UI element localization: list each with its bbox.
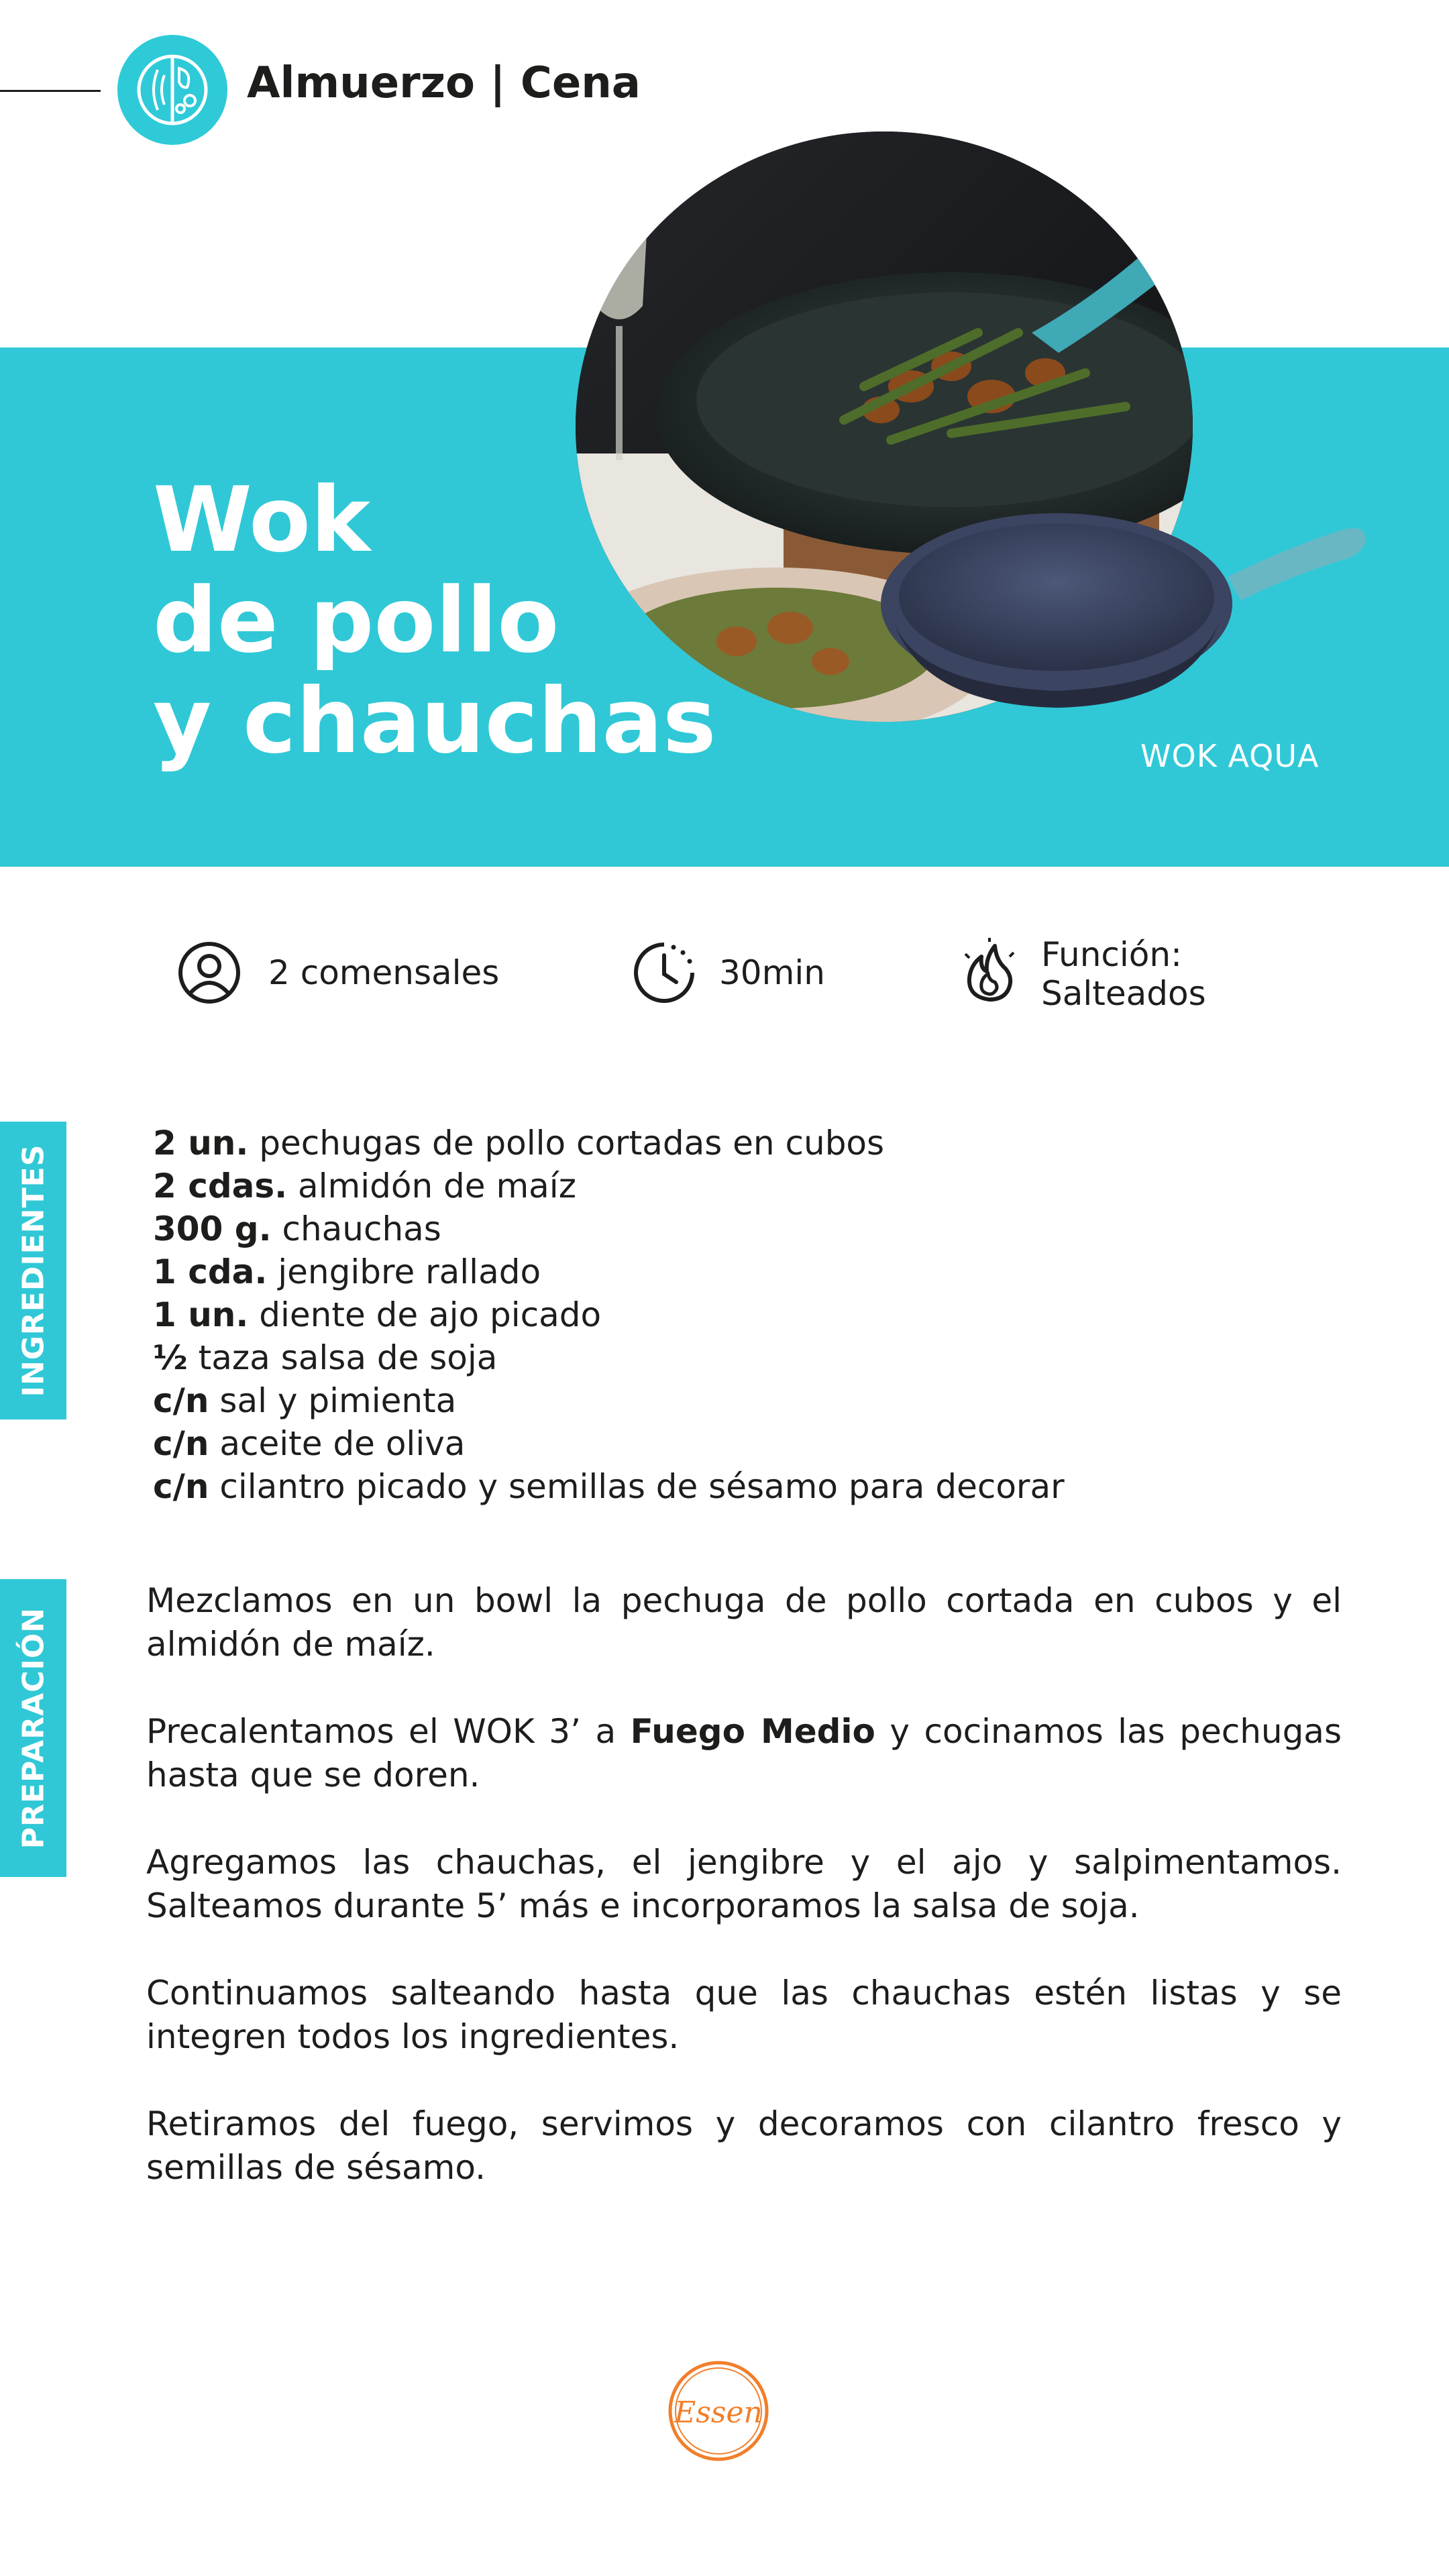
ingredient-item — [153, 1422, 1293, 1465]
ingredient-name: jengibre rallado — [267, 1252, 541, 1291]
ingredients-tab-label: INGREDIENTES — [16, 1144, 50, 1397]
ingredient-item — [153, 1379, 1293, 1422]
step-text: y cocinamos las pechugas hasta que se doren. — [146, 1712, 1342, 1794]
step-text: Precalentamos el WOK 3’ a — [146, 1712, 631, 1751]
preparation-tab-label: PREPARACIÓN — [16, 1607, 50, 1849]
ingredient-item — [153, 1293, 1293, 1336]
preparation-step-2 — [146, 1710, 1342, 1797]
recipe-title-line-2: de pollo — [153, 568, 559, 673]
healthy-food-icon — [117, 35, 227, 145]
product-label: WOK AQUA — [1140, 738, 1320, 774]
ingredients-tab — [0, 1122, 66, 1419]
function-label: Función: — [1041, 935, 1182, 974]
flame-icon — [956, 938, 1023, 1005]
function-value: Salteados — [1041, 974, 1206, 1013]
ingredient-item — [153, 1336, 1293, 1379]
ingredient-name: chauchas — [271, 1210, 441, 1248]
ingredient-name: sal y pimienta — [209, 1381, 457, 1420]
ingredient-quantity: 2 un. — [153, 1124, 249, 1163]
preparation-steps — [146, 1579, 1342, 2233]
meal-category-title: Almuerzo | Cena — [247, 58, 641, 108]
ingredients-list — [153, 1122, 1293, 1508]
ingredient-name: cilantro picado y semillas de sésamo para decorar — [209, 1467, 1065, 1506]
ingredient-quantity: c/n — [153, 1467, 209, 1506]
essen-logo-text: Essen — [674, 2396, 763, 2430]
preparation-step-1: Mezclamos en un bowl la pechuga de pollo cortada en cubos y el almidón de maíz. — [146, 1581, 1342, 1664]
cooking-function — [1041, 935, 1206, 1013]
essen-logo — [665, 2358, 771, 2464]
person-icon — [176, 939, 243, 1006]
ingredient-quantity: 1 cda. — [153, 1252, 268, 1291]
ingredient-quantity: 300 g. — [153, 1210, 272, 1248]
preparation-tab — [0, 1579, 66, 1877]
ingredient-quantity: ½ — [153, 1338, 188, 1377]
header-divider-line — [0, 90, 101, 92]
preparation-step-5: Retiramos del fuego, servimos y decoramos con cilantro fresco y semillas de sésamo. — [146, 2104, 1342, 2187]
ingredient-name: diente de ajo picado — [248, 1295, 602, 1334]
preparation-step-3: Agregamos las chauchas, el jengibre y el ajo y salpimentamos. Salteamos durante 5’ más e incorporamos la salsa de soja. — [146, 1843, 1342, 1925]
clock-icon — [631, 939, 698, 1006]
ingredient-name: aceite de oliva — [209, 1424, 466, 1463]
time-text: 30min — [719, 953, 825, 992]
recipe-title — [153, 470, 757, 771]
ingredient-name: almidón de maíz — [287, 1167, 576, 1205]
ingredient-item — [153, 1122, 1293, 1165]
ingredient-name: pechugas de pollo cortadas en cubos — [248, 1124, 885, 1163]
ingredient-quantity: c/n — [153, 1424, 209, 1463]
preparation-step-4: Continuamos salteando hasta que las chauchas estén listas y se integren todos los ingredientes. — [146, 1974, 1342, 2056]
ingredient-item — [153, 1465, 1293, 1508]
recipe-title-line-3: y chauchas — [153, 669, 716, 773]
servings-text: 2 comensales — [268, 953, 500, 992]
ingredient-quantity: 1 un. — [153, 1295, 249, 1334]
recipe-title-line-1: Wok — [153, 468, 371, 572]
ingredient-item — [153, 1208, 1293, 1250]
ingredient-item — [153, 1165, 1293, 1208]
heat-level: Fuego Medio — [630, 1712, 875, 1751]
wok-product-image — [879, 503, 1375, 718]
ingredient-quantity: 2 cdas. — [153, 1167, 288, 1205]
ingredient-quantity: c/n — [153, 1381, 209, 1420]
ingredient-name: taza salsa de soja — [187, 1338, 498, 1377]
ingredient-item — [153, 1250, 1293, 1293]
